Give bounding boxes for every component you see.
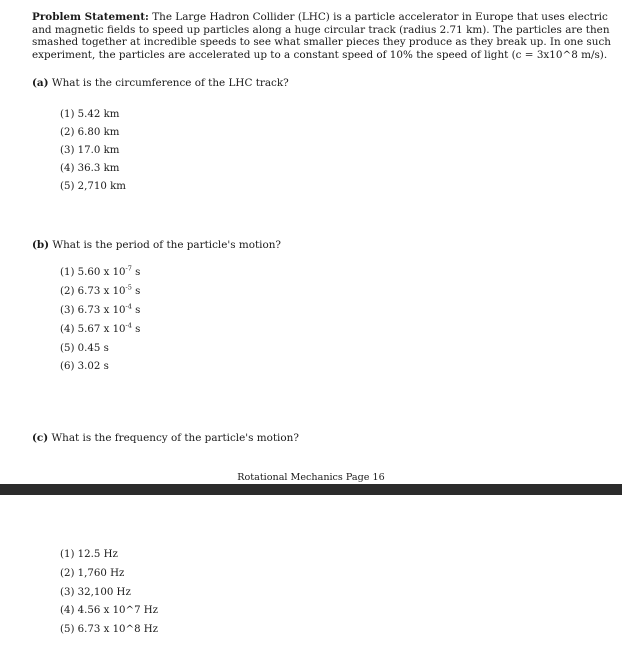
- page-footer: Rotational Mechanics Page 16: [237, 472, 385, 483]
- option-c-1: (1) 12.5 Hz: [60, 549, 118, 560]
- option-a-5: (5) 2,710 km: [60, 181, 126, 192]
- question-c-label: (c): [32, 432, 49, 444]
- option-b-4: (4) 5.67 x $10^{-4}$ s: [60, 321, 141, 335]
- option-b-2: (2) 6.73 x $10^{-5}$ s: [60, 283, 141, 297]
- option-b-3: (3) 6.73 x $10^{-4}$ s: [60, 302, 141, 316]
- option-a-1: (1) 5.42 km: [60, 109, 120, 120]
- question-a-label: (a): [32, 77, 49, 89]
- option-c-2: (2) 1,760 Hz: [60, 568, 125, 579]
- problem-statement-label: Problem Statement:: [32, 11, 149, 23]
- option-a-3: (3) 17.0 km: [60, 145, 120, 156]
- option-b-1: (1) 5.60 x $10^{-7}$ s: [60, 264, 141, 278]
- question-b: [32, 239, 281, 251]
- question-c-text: What is the frequency of the particle's motion?: [51, 432, 299, 444]
- question-b-text: What is the period of the particle's motion?: [52, 239, 281, 251]
- question-c: [32, 432, 299, 444]
- option-c-4: (4) 4.56 x 10^7 Hz: [60, 605, 159, 616]
- option-b-6: (6) 3.02 s: [60, 361, 109, 372]
- question-a-text: What is the circumference of the LHC track?: [51, 77, 289, 89]
- option-b-5: (5) 0.45 s: [60, 343, 109, 354]
- problem-statement-text: The Large Hadron Collider (LHC) is a particle accelerator in Europe that uses electric and magnetic fields to speed up particles along a huge circular track (radius 2.71 km). The particles are then smashed together at incredible speeds to see what smaller pieces they produce as they break up. In one such experiment, the particles are accelerated up to a constant speed of 10% the speed of light (c = 3x10^8 m/s).: [32, 11, 611, 61]
- option-c-3: (3) 32,100 Hz: [60, 587, 131, 598]
- question-b-label: (b): [32, 239, 50, 251]
- option-c-5: (5) 6.73 x 10^8 Hz: [60, 624, 159, 635]
- option-a-2: (2) 6.80 km: [60, 127, 120, 138]
- problem-statement: [32, 11, 614, 61]
- page-separator: [0, 484, 622, 495]
- page-17: [0, 495, 622, 658]
- option-a-4: (4) 36.3 km: [60, 163, 120, 174]
- question-a: [32, 77, 289, 89]
